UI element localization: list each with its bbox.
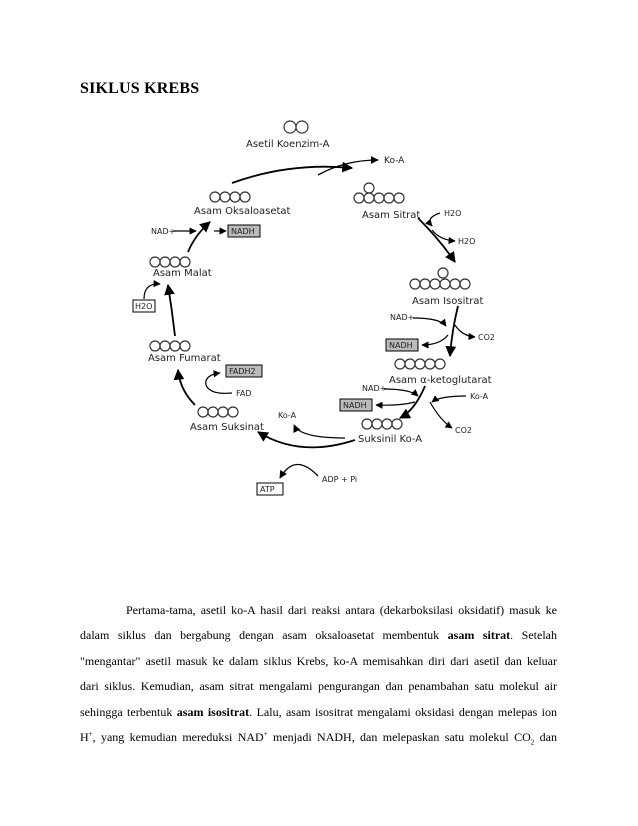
label-koa-suk: Ko-A bbox=[278, 411, 297, 420]
suksinil-molecule-icon bbox=[362, 419, 402, 429]
label-nadh-keto: NADH bbox=[343, 401, 367, 410]
label-nadh-iso: NADH bbox=[389, 341, 413, 350]
label-co2-iso: CO2 bbox=[478, 333, 495, 342]
arrow-koa-keto bbox=[432, 396, 466, 402]
arrow-h2o-in bbox=[430, 213, 440, 226]
arrow-adp-to-atp bbox=[280, 464, 318, 478]
label-asetil: Asetil Koenzim-A bbox=[246, 139, 330, 150]
text-line-3: "mengantar" asetil masuk ke dalam siklus Krebs, ko-A memisahkan diri dari asetil dan keluar bbox=[80, 653, 557, 668]
label-h2o-in: H2O bbox=[444, 209, 462, 218]
arrow-isositrat-to-keto bbox=[450, 306, 458, 356]
label-co2-keto: CO2 bbox=[455, 426, 472, 435]
arrow-koa-suksinil bbox=[294, 425, 345, 438]
label-h2o-left: H2O bbox=[135, 302, 153, 311]
arrow-fumarat-to-malat bbox=[168, 285, 175, 336]
label-nadh-left: NADH bbox=[231, 227, 255, 236]
arrow-nad-keto bbox=[384, 389, 418, 396]
label-suksinat: Asam Suksinat bbox=[190, 422, 264, 433]
label-keto: Asam α-ketoglutarat bbox=[389, 375, 492, 386]
label-suksinil: Suksinil Ko-A bbox=[358, 434, 423, 445]
label-fad: FAD bbox=[236, 389, 252, 398]
label-h2o-out: H2O bbox=[458, 237, 476, 246]
ketoglutarat-molecule-icon bbox=[395, 359, 445, 369]
oksaloasetat-molecule-icon bbox=[210, 192, 250, 202]
label-nad-iso: NAD+ bbox=[390, 313, 415, 322]
suksinat-molecule-icon bbox=[198, 407, 238, 417]
fumarat-molecule-icon bbox=[150, 341, 190, 351]
label-atp: ATP bbox=[260, 485, 275, 494]
label-malat: Asam Malat bbox=[153, 268, 212, 279]
label-koa-keto: Ko-A bbox=[470, 392, 489, 401]
text-line-4: dari siklus. Kemudian, asam sitrat mengalami pengurangan dan penambahan satu molekul air bbox=[80, 679, 557, 694]
text-line-6: H+, yang kemudian mereduksi NAD+ menjadi NADH, dan melepaskan satu molekul $CO_2$ dan bbox=[80, 730, 557, 747]
page-title: SIKLUS KREBS bbox=[80, 80, 200, 97]
label-nad-keto: NAD+ bbox=[362, 384, 387, 393]
term-asam-sitrat: asam sitrat bbox=[447, 628, 511, 643]
text-line-1: Pertama-tama, asetil ko-A hasil dari reaksi antara (dekarboksilasi oksidatif) masuk ke bbox=[126, 603, 557, 617]
text-line-2: dalam siklus dan bergabung dengan asam oksaloasetat membentuk asam sitrat. Setelah bbox=[80, 628, 557, 643]
label-oksaloasetat: Asam Oksaloasetat bbox=[194, 206, 291, 217]
isositrat-molecule-icon bbox=[410, 268, 470, 289]
label-sitrat: Asam Sitrat bbox=[362, 210, 421, 221]
term-asam-isositrat: asam isositrat bbox=[176, 704, 250, 719]
sitrat-molecule-icon bbox=[354, 183, 404, 203]
arrow-co2-keto bbox=[430, 402, 452, 428]
asetil-molecule-icon bbox=[284, 121, 308, 133]
arrow-nadh-keto bbox=[376, 402, 415, 405]
text-line-5: sehingga terbentuk asam isositrat. Lalu, asam isositrat mengalami oksidasi dengan melepas ion bbox=[80, 704, 557, 719]
arrow-nad-iso bbox=[413, 318, 446, 326]
arrow-co2-iso bbox=[455, 325, 475, 337]
label-fadh2: FADH2 bbox=[229, 367, 256, 376]
arrow-h2o-left bbox=[144, 284, 160, 299]
arrow-suksinat-to-fumarat bbox=[178, 370, 195, 405]
arrow-malat-to-oksaloasetat bbox=[188, 222, 210, 252]
malat-molecule-icon bbox=[150, 257, 190, 267]
arrow-asetil-into-cycle bbox=[232, 167, 352, 183]
label-fumarat: Asam Fumarat bbox=[148, 353, 221, 364]
arrow-nadh-iso bbox=[422, 335, 448, 345]
label-nad-left: NAD+ bbox=[151, 227, 176, 236]
body-paragraph bbox=[80, 598, 557, 750]
label-isositrat: Asam Isositrat bbox=[412, 296, 484, 307]
label-koa-top: Ko-A bbox=[384, 156, 405, 166]
label-adp: ADP + Pi bbox=[322, 475, 358, 484]
